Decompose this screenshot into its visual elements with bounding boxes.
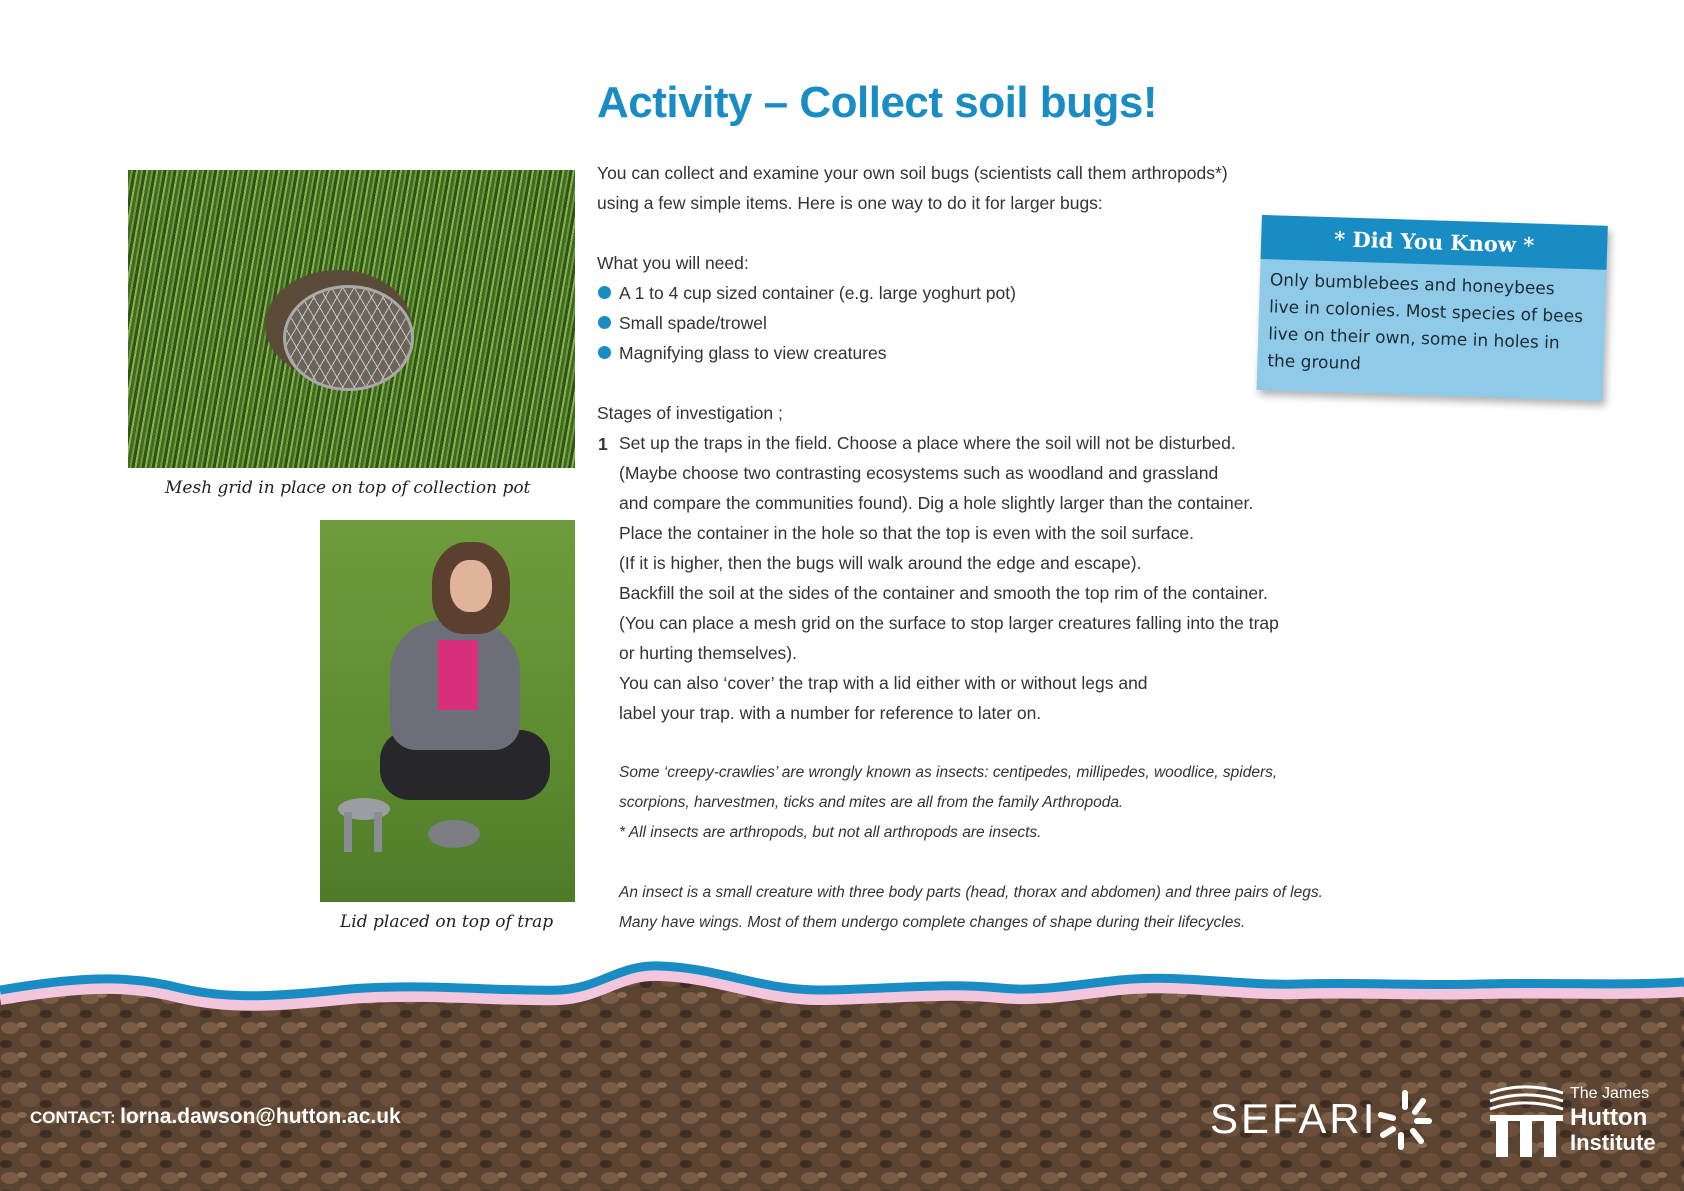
bullet-icon [598,286,611,299]
did-you-know-line: live on their own, some in holes in [1267,324,1560,354]
photo1-caption: Mesh grid in place on top of collection pot [165,478,531,498]
sefari-wordmark: SEFARI [1210,1095,1378,1142]
did-you-know-line: live in colonies. Most species of bees [1268,297,1584,328]
contact-email[interactable]: lorna.dawson@hutton.ac.uk [120,1105,401,1128]
stage-line: Backfill the soil at the sides of the container and smooth the top rim of the container. [619,583,1268,603]
need-item-1: A 1 to 4 cup sized container (e.g. large yoghurt pot) [619,283,1016,303]
stage-line: Place the container in the hole so that the top is even with the soil surface. [619,523,1194,543]
stage-line: Set up the traps in the field. Choose a place where the soil will not be disturbed. [619,433,1236,453]
note-line: Many have wings. Most of them undergo complete changes of shape during their lifecycles. [619,914,1246,931]
mesh-grid-photo [128,170,575,468]
bullet-icon [598,346,611,359]
note-line: Some ‘creepy-crawlies’ are wrongly known as insects: centipedes, millipedes, woodlice, spiders, [619,764,1278,781]
stage-line: (If it is higher, then the bugs will walk around the edge and escape). [619,553,1142,573]
stages-heading: Stages of investigation ; [597,403,783,423]
note-line: * All insects are arthropods, but not all arthropods are insects. [619,824,1042,841]
trap-lid [428,820,480,848]
person-top [438,640,478,710]
did-you-know-box [1257,215,1608,401]
sefari-logo [1210,1095,1377,1143]
need-item-2: Small spade/trowel [619,313,767,333]
soil-banner [0,960,1684,1191]
trap-stool-leg [344,812,352,852]
hutton-line-1: The James [1570,1085,1650,1102]
note-line: An insect is a small creature with three body parts (head, thorax and abdomen) and three pairs of legs. [619,884,1323,901]
hutton-line-3: Institute [1570,1130,1656,1155]
sefari-burst-icon [1375,1085,1435,1155]
bullet-icon [598,316,611,329]
need-item-3: Magnifying glass to view creatures [619,343,887,363]
lid-on-trap-photo [320,520,575,902]
did-you-know-line: the ground [1267,351,1362,375]
stage-line: (Maybe choose two contrasting ecosystems such as woodland and grassland [619,463,1219,483]
mesh-grid [283,285,414,391]
contact-info [30,1105,401,1129]
hutton-wordmark [1570,1083,1656,1155]
stage-line: and compare the communities found). Dig a hole slightly larger than the container. [619,493,1254,513]
intro-line-2: using a few simple items. Here is one way to do it for larger bugs: [597,193,1103,213]
did-you-know-line: Only bumblebees and honeybees [1269,270,1555,300]
stage-line: or hurting themselves). [619,643,797,663]
stage-line: (You can place a mesh grid on the surface to stop larger creatures falling into the trap [619,613,1279,633]
stage-line: label your trap. with a number for reference to later on. [619,703,1042,723]
stage-number: 1 [598,434,608,454]
hutton-line-2: Hutton [1570,1104,1648,1131]
person-face [450,560,492,612]
need-heading: What you will need: [597,253,749,273]
contact-label: CONTACT: [30,1108,116,1127]
did-you-know-heading: * Did You Know * [1261,215,1608,270]
stage-line: You can also ‘cover’ the trap with a lid either with or without legs and [619,673,1148,693]
photo2-caption: Lid placed on top of trap [340,912,554,932]
intro-line-1: You can collect and examine your own soil bugs (scientists call them arthropods*) [597,163,1228,183]
note-line: scorpions, harvestmen, ticks and mites are all from the family Arthropoda. [619,794,1124,811]
did-you-know-body [1257,259,1606,386]
page-title: Activity – Collect soil bugs! [597,78,1158,127]
trap-stool-leg [374,812,382,852]
